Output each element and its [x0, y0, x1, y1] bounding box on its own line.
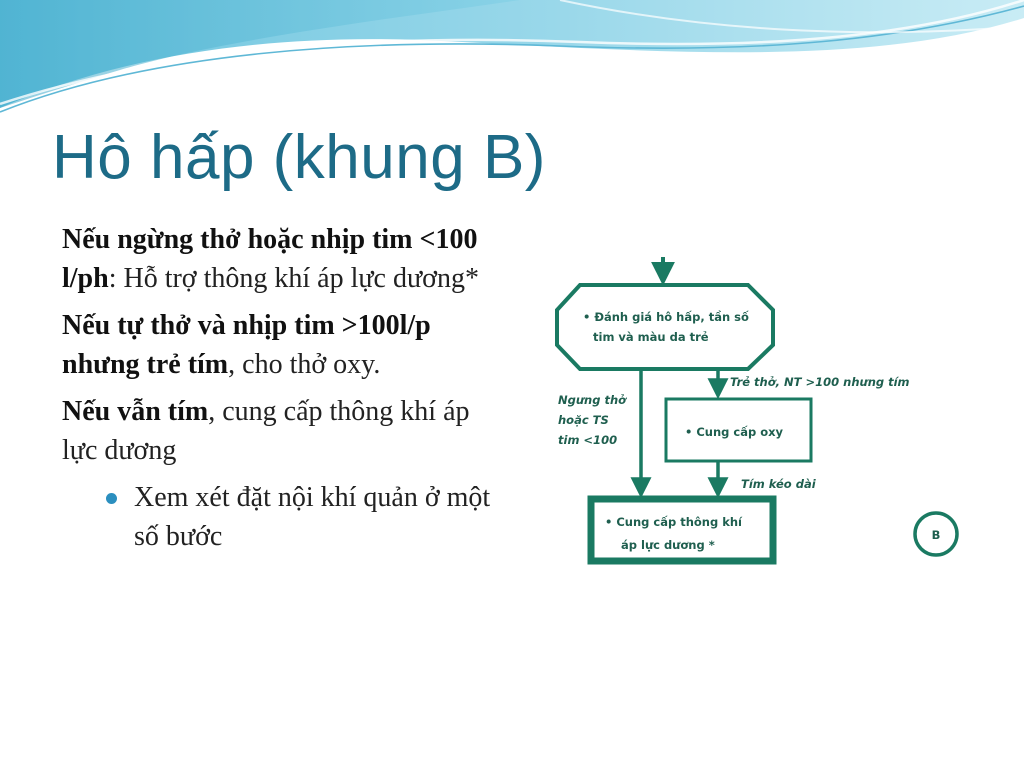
- paragraph-cyanosis-emphasis: Nếu tự thở và nhịp tim >100l/p nhưng trẻ tím: [62, 310, 431, 380]
- bullet-dot-icon: [106, 493, 117, 504]
- label-still-cyanotic: Tím kéo dài: [741, 477, 816, 491]
- flowchart-frame-b: [555, 257, 970, 565]
- paragraph-cyanosis: [62, 306, 502, 384]
- paragraph-cyanosis-text: , cho thở oxy.: [228, 349, 381, 380]
- branch-label-apnea-2: hoặc TS: [558, 413, 609, 427]
- slide-title: Hô hấp (khung B): [52, 123, 546, 192]
- bullet-text: Xem xét đặt nội khí quản ở một số bước: [134, 482, 491, 552]
- header-wave-decoration: [0, 0, 1024, 120]
- paragraph-apnea-text: : Hỗ trợ thông khí áp lực dương*: [108, 263, 479, 294]
- list-item: [134, 478, 502, 556]
- branch-label-breathing-cyanotic: Trẻ thở, NT >100 nhưng tím: [730, 375, 910, 389]
- assess-octagon: [557, 285, 773, 369]
- branch-label-apnea-1: Ngưng thở: [558, 393, 627, 407]
- paragraph-apnea: [62, 220, 502, 298]
- assess-text-2: tim và màu da trẻ: [593, 330, 709, 344]
- frame-b-badge-label: B: [931, 528, 941, 542]
- bullet-list: [62, 478, 502, 556]
- ppv-text-1: • Cung cấp thông khí: [605, 515, 743, 529]
- ppv-text-2: áp lực dương *: [621, 538, 715, 552]
- paragraph-persistent-text: , cung cấp thông khí áp lực dương: [62, 396, 470, 466]
- slide-body: [62, 220, 502, 556]
- paragraph-apnea-emphasis: Nếu ngừng thở hoặc nhịp tim <100 l/ph: [62, 224, 478, 294]
- paragraph-persistent: [62, 392, 502, 470]
- assess-text-1: • Đánh giá hô hấp, tần số: [583, 310, 749, 324]
- paragraph-persistent-emphasis: Nếu vẫn tím: [62, 396, 209, 427]
- flowchart-diagram: [555, 257, 970, 565]
- oxygen-box-text: • Cung cấp oxy: [685, 425, 784, 439]
- branch-label-apnea-3: tim <100: [558, 433, 618, 447]
